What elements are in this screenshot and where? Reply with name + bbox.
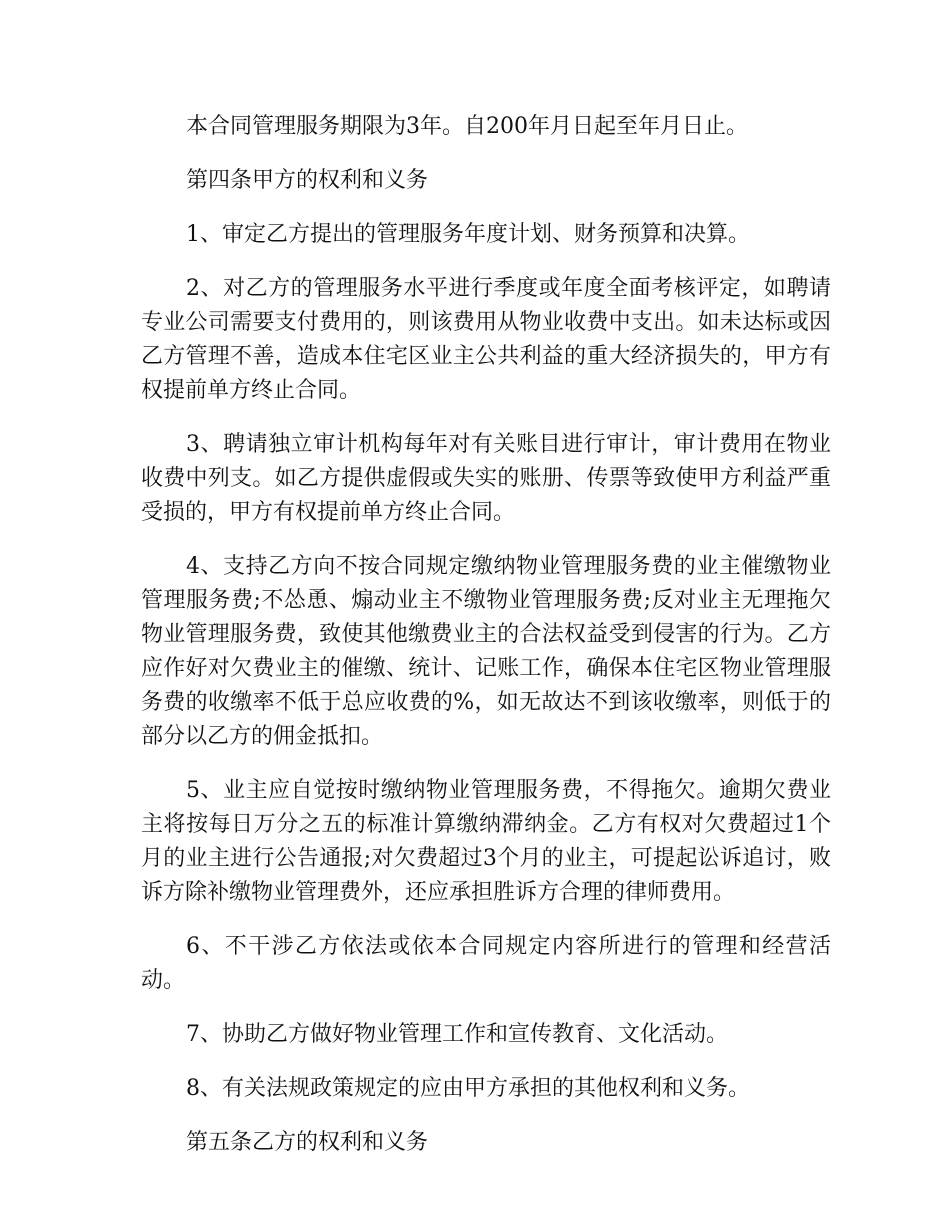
article-four-heading: 第四条甲方的权利和义务 xyxy=(186,168,429,193)
clause-1: 1、审定乙方提出的管理服务年度计划、财务预算和决算。 xyxy=(186,222,750,247)
clause-2: 2、对乙方的管理服务水平进行季度或年度全面考核评定，如聘请专业公司需要支付费用的，则该费用从物业收费中支出。如未达标或因乙方管理不善，造成本住宅区业主公共利益的重大经济损失的，甲方有权提前单方终止合同。 xyxy=(141,276,831,403)
clause-3: 3、聘请独立审计机构每年对有关账目进行审计，审计费用在物业收费中列支。如乙方提供虚假或失实的账册、传票等致使甲方利益严重受损的，甲方有权提前单方终止合同。 xyxy=(141,432,831,525)
document-body xyxy=(141,110,831,1180)
clause-5: 5、业主应自觉按时缴纳物业管理服务费，不得拖欠。逾期欠费业主将按每日万分之五的标准计算缴纳滞纳金。乙方有权对欠费超过1个月的业主进行公告通报;对欠费超过3个月的业主，可提起讼诉追讨，败诉方除补缴物业管理费外，还应承担胜诉方合理的律师费用。 xyxy=(141,778,831,905)
clause-7: 7、协助乙方做好物业管理工作和宣传教育、文化活动。 xyxy=(186,1022,728,1047)
article-five-heading: 第五条乙方的权利和义务 xyxy=(186,1130,429,1155)
term-paragraph: 本合同管理服务期限为3年。自200年月日起至年月日止。 xyxy=(186,114,748,139)
clause-8: 8、有关法规政策规定的应由甲方承担的其他权利和义务。 xyxy=(186,1076,750,1101)
clause-6: 6、不干涉乙方依法或依本合同规定内容所进行的管理和经营活动。 xyxy=(141,934,831,993)
clause-4: 4、支持乙方向不按合同规定缴纳物业管理服务费的业主催缴物业管理服务费;不怂恿、煽动业主不缴物业管理服务费;反对业主无理拖欠物业管理服务费，致使其他缴费业主的合法权益受到侵害的行为。乙方应作好对欠费业主的催缴、统计、记账工作，确保本住宅区物业管理服务费的收缴率不低于总应收费的%，如无故达不到该收缴率，则低于的部分以乙方的佣金抵扣。 xyxy=(141,554,831,749)
